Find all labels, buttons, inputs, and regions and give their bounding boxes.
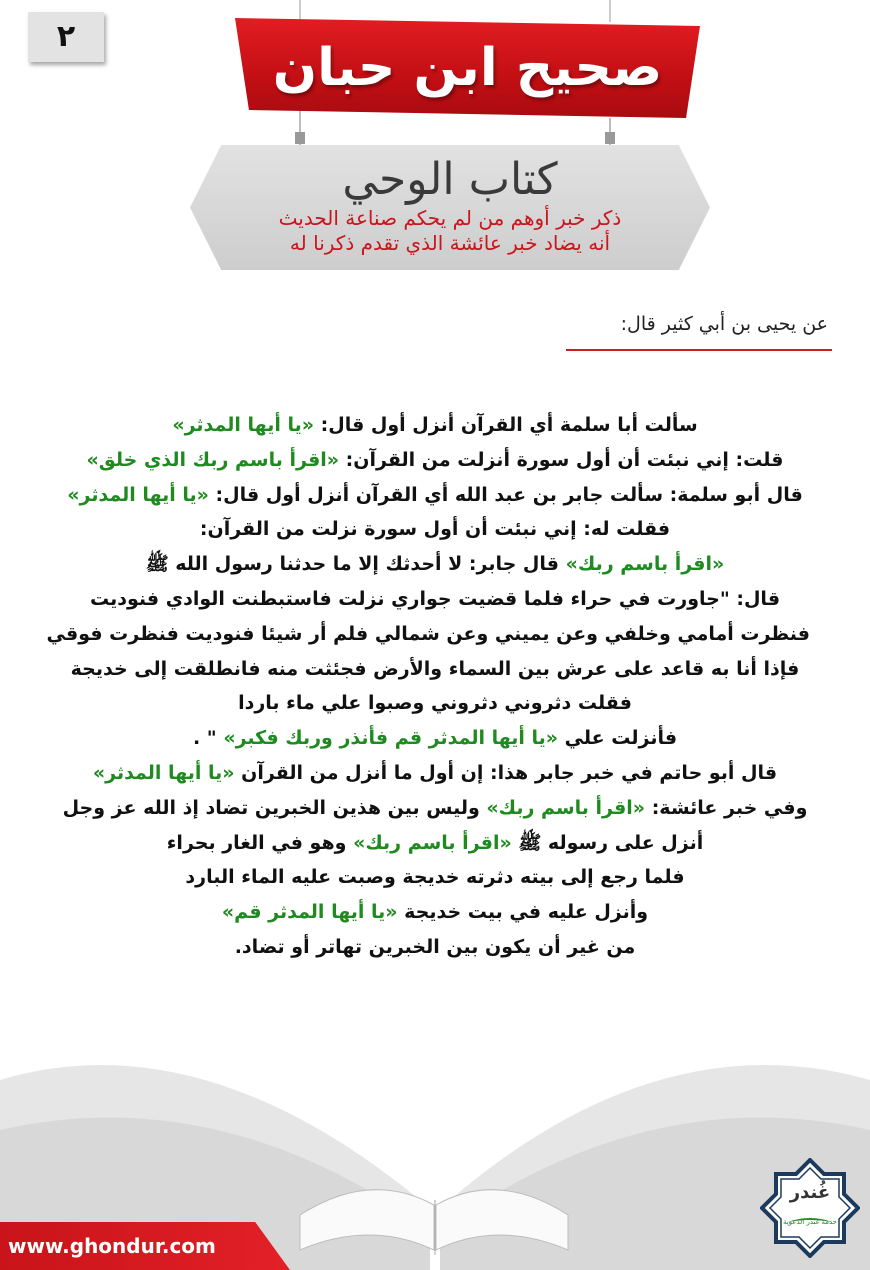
line-text: فقلت له: إني نبئت أن أول سورة نزلت من القرآن:: [199, 518, 671, 541]
line-text: قال أبو حاتم في خبر جابر هذا: إن أول ما أنزل من القرآن: [234, 761, 778, 784]
text-line: [60, 443, 810, 478]
website-link[interactable]: www.ghondur.com: [8, 1234, 216, 1258]
book-name: صحيح ابن حبان: [272, 38, 663, 98]
line-text: " .: [192, 727, 224, 750]
quran-quote: «يا أيها المدثر»: [67, 483, 209, 506]
line-text: أنزل على رسوله ﷺ: [511, 831, 704, 854]
text-line: [60, 582, 810, 617]
section-title: كتاب الوحي: [342, 154, 558, 205]
quran-quote: «اقرأ باسم ربك»: [565, 553, 725, 576]
quran-quote: «يا أيها المدثر قم فأنذر وربك فكبر»: [223, 727, 559, 750]
line-text: فإذا أنا به قاعد على عرش بين السماء والأرض فجئثت منه فانطلقت إلى خديجة: [70, 657, 800, 680]
text-line: [60, 652, 810, 687]
text-line: [60, 512, 810, 547]
text-line: [60, 547, 810, 582]
text-line: [60, 826, 810, 861]
line-text: فنظرت أمامي وخلفي وعن يميني وعن شمالي فلم أر شيئا فنوديت فنظرت فوقي: [46, 622, 810, 645]
quran-quote: «اقرأ باسم ربك»: [486, 796, 646, 819]
quran-quote: «يا أيها المدثر»: [92, 761, 235, 784]
line-text: وفي خبر عائشة:: [645, 796, 808, 819]
text-line: [60, 895, 810, 930]
text-line: [60, 478, 810, 513]
line-text: وأنزل عليه في بيت خديجة: [397, 901, 649, 924]
line-text: قال: "جاورت في حراء فلما قضيت جواري نزلت فاستبطنت الوادي فنوديت: [89, 587, 781, 610]
line-text: وهو في الغار بحراء: [166, 831, 354, 854]
line-text: فلما رجع إلى بيته دثرته خديجة وصبت عليه الماء البارد: [185, 866, 685, 889]
text-line: [60, 860, 810, 895]
quran-quote: «اقرأ باسم ربك»: [353, 831, 512, 854]
hadith-text: [46, 408, 810, 965]
line-text: قال جابر: لا أحدثك إلا ما حدثنا رسول الله ﷺ: [145, 553, 566, 576]
text-line: [60, 408, 810, 443]
line-text: قلت: إني نبئت أن أول سورة أنزلت من القرآن:: [339, 448, 784, 471]
line-text: من غير أن يكون بين الخبرين تهاتر أو تضاد.: [234, 935, 636, 958]
text-line: [60, 721, 810, 756]
line-text: فأنزلت علي: [558, 727, 678, 750]
subtitle-line-1: ذكر خبر أوهم من لم يحكم صناعة الحديث: [278, 206, 622, 230]
text-line: [46, 617, 810, 652]
line-text: فقلت دثروني دثروني وصبوا علي ماء باردا: [238, 692, 632, 715]
quran-quote: «يا أيها المدثر»: [172, 414, 314, 436]
line-text: وليس بين هذين الخبرين تضاد إذ الله عز وجل: [62, 796, 487, 819]
section-subtitle: [190, 206, 710, 256]
text-line: [60, 791, 810, 826]
narrator-heading: عن يحيى بن أبي كثير قال:: [620, 313, 828, 335]
quran-quote: «اقرأ باسم ربك الذي خلق»: [86, 448, 340, 471]
page-number-badge: ٢: [28, 12, 104, 62]
ghondur-logo-icon: [760, 1158, 860, 1258]
subtitle-line-2: أنه يضاد خبر عائشة الذي تقدم ذكرنا له: [289, 231, 611, 255]
quran-quote: «يا أيها المدثر قم»: [221, 901, 398, 924]
text-line: [60, 686, 810, 721]
logo-tagline: حدمة غندر الدعوية: [782, 1218, 838, 1226]
line-text: سألت أبا سلمة أي القرآن أنزل أول قال:: [314, 414, 698, 436]
text-line: [60, 930, 810, 965]
logo-name: غُندر: [789, 1182, 831, 1203]
text-line: [60, 756, 810, 791]
narrator-underline: [566, 349, 832, 351]
line-text: قال أبو سلمة: سألت جابر بن عبد الله أي القرآن أنزل أول قال:: [208, 483, 803, 506]
